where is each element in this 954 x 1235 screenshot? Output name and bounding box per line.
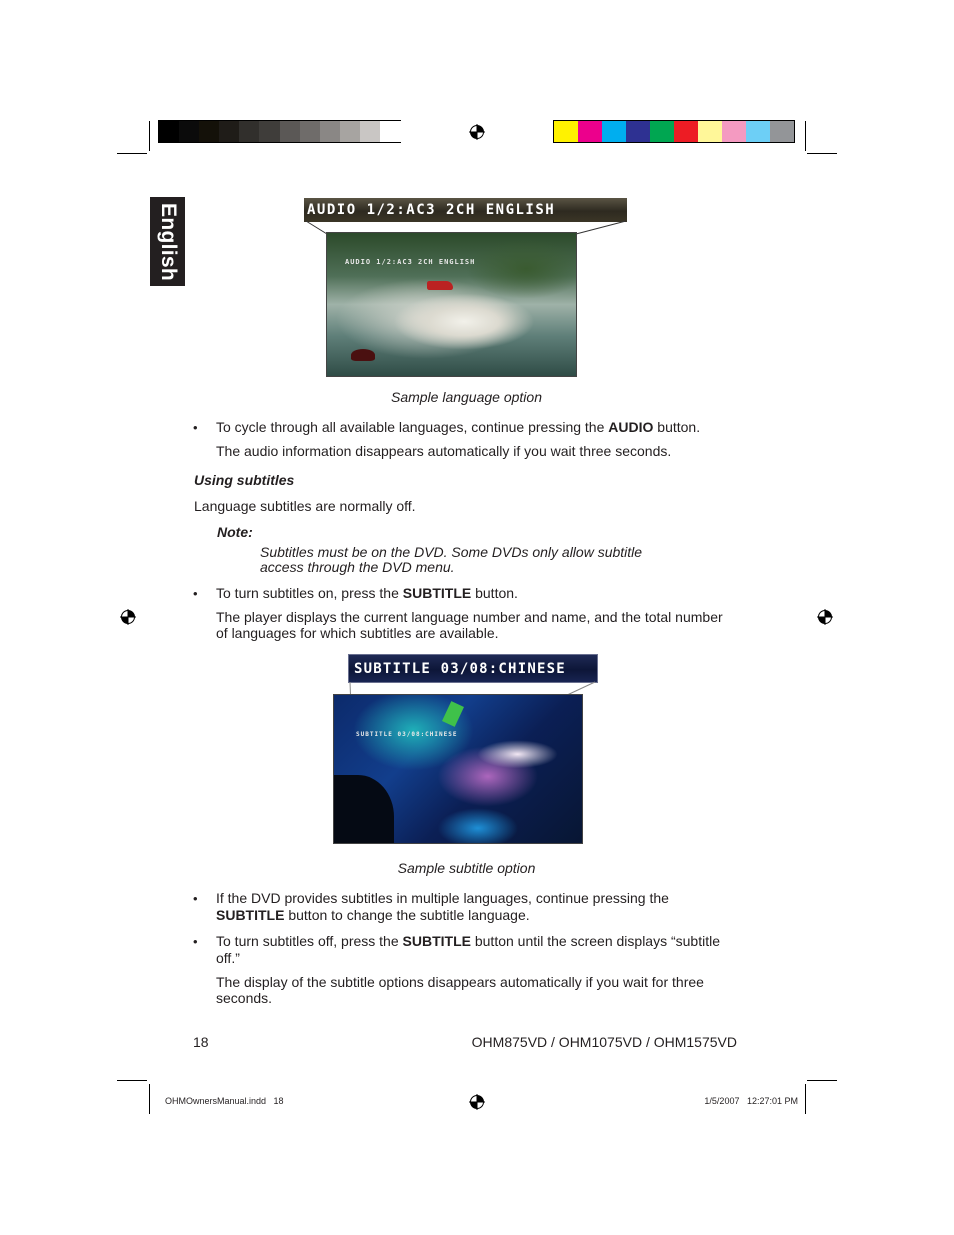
- bullet: •: [193, 891, 198, 906]
- section-heading: Using subtitles: [194, 472, 295, 488]
- multi-language-line1: If the DVD provides subtitles in multiple languages, continue pressing the: [216, 890, 669, 906]
- color-swatch: [578, 121, 602, 142]
- model-numbers: OHM875VD / OHM1075VD / OHM1575VD: [471, 1034, 737, 1050]
- audio-cycle-instruction: To cycle through all available languages, continue pressing the AUDIO button.: [216, 419, 701, 435]
- registration-mark-icon: [120, 609, 136, 625]
- subtitle-osd-banner: [348, 654, 598, 683]
- color-swatch: [199, 121, 220, 142]
- color-swatch: [770, 121, 794, 142]
- subtitle-screenshot: [333, 694, 583, 844]
- subtitles-normally-off: Language subtitles are normally off.: [194, 498, 416, 514]
- color-swatch: [698, 121, 722, 142]
- note-text-line2: access through the DVD menu.: [260, 559, 455, 575]
- color-swatch: [380, 121, 401, 142]
- subtitle-button-label: SUBTITLE: [402, 933, 471, 949]
- figure2-caption: Sample subtitle option: [397, 860, 536, 876]
- color-swatch: [602, 121, 626, 142]
- audio-button-label: AUDIO: [608, 419, 654, 435]
- crop-mark: [149, 121, 150, 151]
- crop-mark: [117, 1080, 147, 1081]
- audio-info-note: The audio information disappears automatically if you wait three seconds.: [216, 443, 672, 459]
- registration-mark-icon: [469, 1094, 485, 1110]
- audio-screenshot: [326, 232, 577, 377]
- bullet: •: [193, 934, 198, 949]
- note-label: Note:: [217, 524, 253, 540]
- color-swatch: [159, 121, 180, 142]
- crop-mark: [117, 153, 147, 154]
- color-swatch: [722, 121, 746, 142]
- speedboat: [427, 281, 453, 290]
- color-swatch: [239, 121, 260, 142]
- crop-mark: [805, 121, 806, 151]
- slug-datetime: 1/5/2007 12:27:01 PM: [704, 1096, 798, 1106]
- color-swatch: [179, 121, 200, 142]
- language-tab-label: English: [156, 202, 180, 281]
- subtitle-disappear-line2: seconds.: [216, 990, 273, 1006]
- color-swatch: [320, 121, 341, 142]
- dark-shape: [334, 775, 394, 844]
- crop-mark: [149, 1084, 150, 1114]
- audio-osd-in-screenshot: AUDIO 1/2:AC3 2CH ENGLISH: [345, 258, 476, 266]
- audio-osd-text: AUDIO 1/2:AC3 2CH ENGLISH: [307, 202, 556, 218]
- crop-mark: [807, 153, 837, 154]
- subtitle-osd-in-screenshot: SUBTITLE 03/08:CHINESE: [356, 731, 458, 738]
- registration-mark-icon: [469, 124, 485, 140]
- subtitle-osd-text: SUBTITLE 03/08:CHINESE: [354, 660, 566, 677]
- multi-language-line2: SUBTITLE button to change the subtitle language.: [216, 907, 530, 923]
- registration-mark-icon: [817, 609, 833, 625]
- green-highlight: [442, 701, 464, 727]
- subtitle-off-line2: off.”: [216, 950, 240, 966]
- note-text-line1: Subtitles must be on the DVD. Some DVDs only allow subtitle: [260, 544, 643, 560]
- language-tab: [150, 197, 185, 286]
- subtitle-disappear-line1: The display of the subtitle options disappears automatically if you wait for three: [216, 974, 704, 990]
- subtitle-display-line2: of languages for which subtitles are available.: [216, 625, 499, 641]
- color-swatch: [360, 121, 381, 142]
- color-swatch: [746, 121, 770, 142]
- bullet: •: [193, 586, 198, 601]
- color-swatch: [219, 121, 240, 142]
- page-number: 18: [193, 1034, 209, 1050]
- color-swatch: [280, 121, 301, 142]
- color-swatch: [626, 121, 650, 142]
- crop-mark: [805, 1084, 806, 1114]
- color-swatch: [554, 121, 578, 142]
- subtitle-on-instruction: To turn subtitles on, press the SUBTITLE button.: [216, 585, 518, 601]
- watercraft: [351, 349, 375, 361]
- subtitle-display-line1: The player displays the current language number and name, and the total number: [216, 609, 723, 625]
- subtitle-button-label: SUBTITLE: [216, 907, 285, 923]
- subtitle-button-label: SUBTITLE: [402, 585, 472, 601]
- color-swatch: [259, 121, 280, 142]
- bullet: •: [193, 420, 198, 435]
- color-swatch: [340, 121, 361, 142]
- color-swatch: [674, 121, 698, 142]
- color-swatch: [650, 121, 674, 142]
- color-swatch: [300, 121, 321, 142]
- subtitle-off-line1: To turn subtitles off, press the SUBTITLE button until the screen displays “subtitle: [216, 933, 720, 949]
- slug-filename: OHMOwnersManual.indd 18: [165, 1096, 284, 1106]
- figure1-caption: Sample language option: [390, 389, 542, 405]
- crop-mark: [807, 1080, 837, 1081]
